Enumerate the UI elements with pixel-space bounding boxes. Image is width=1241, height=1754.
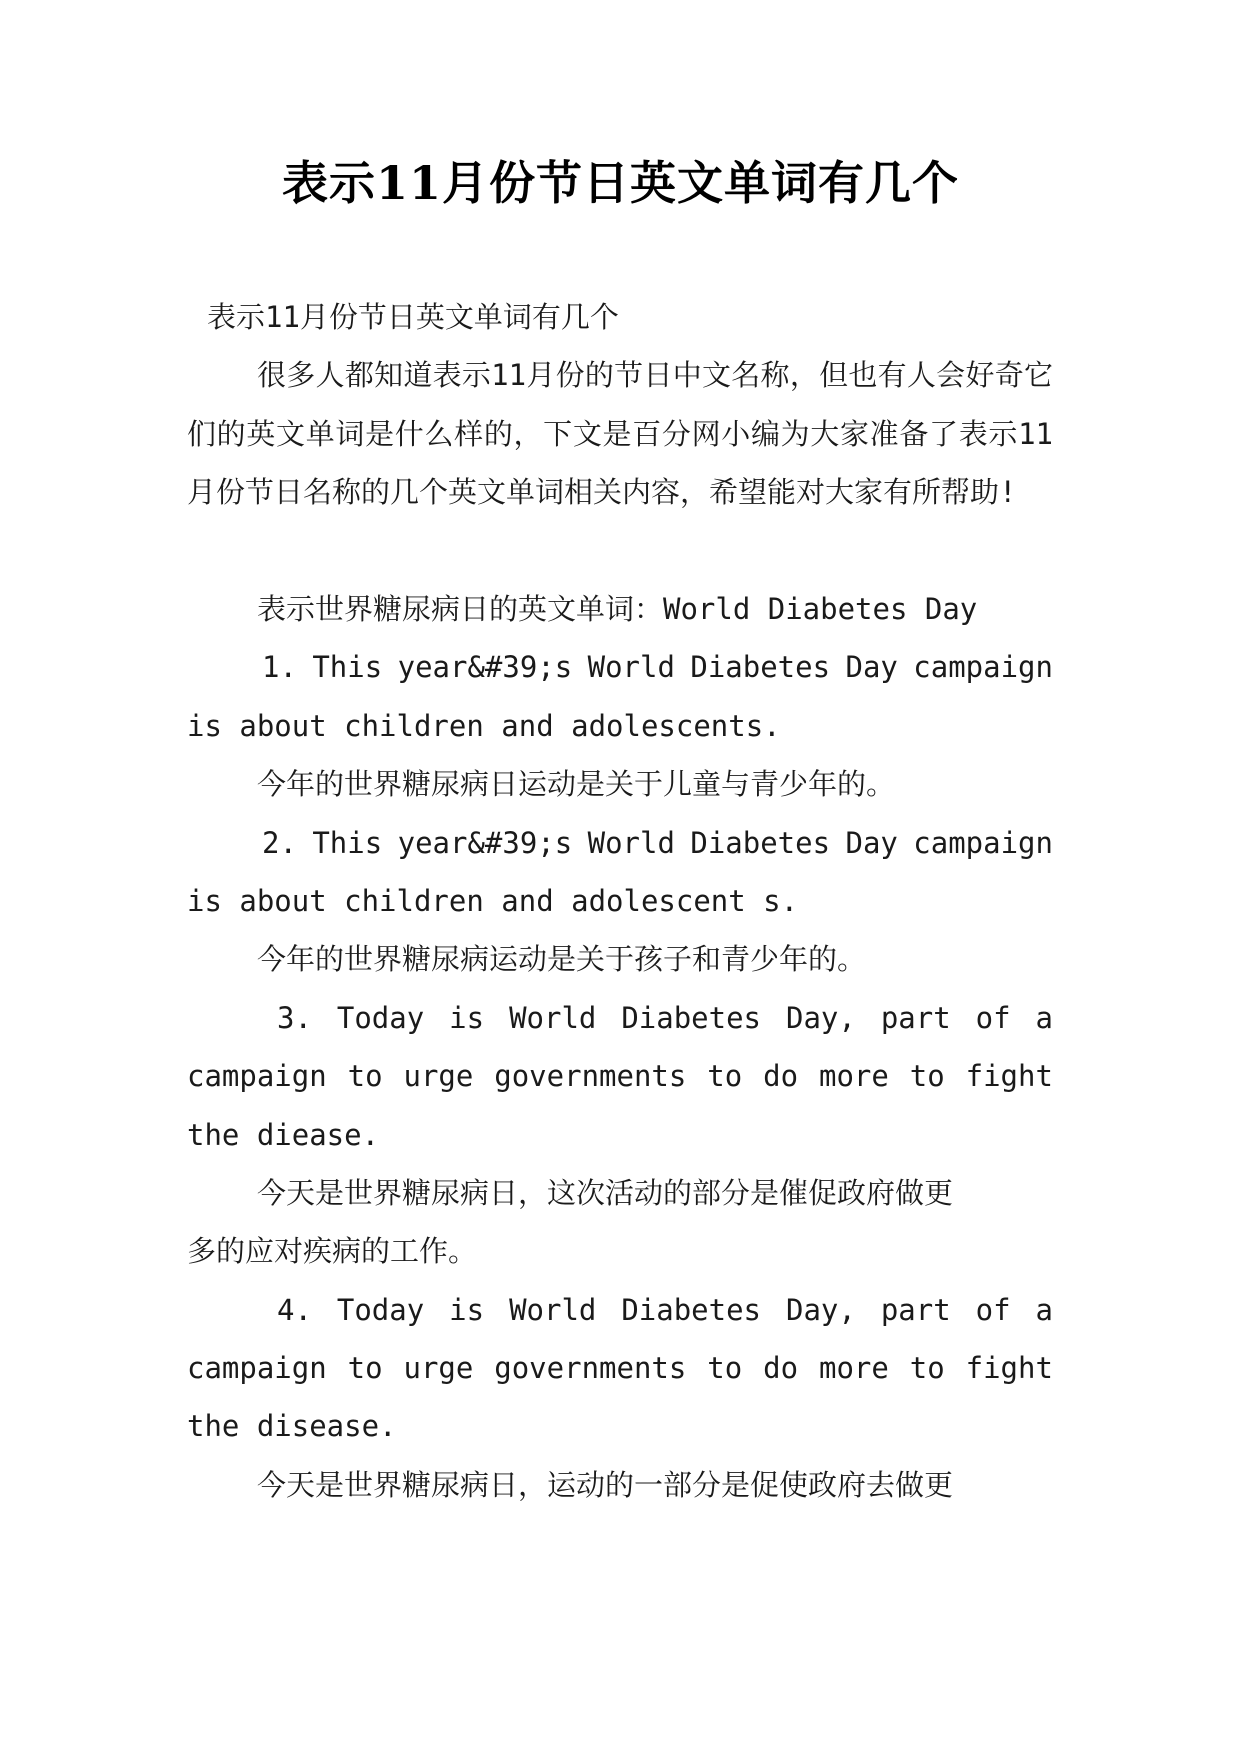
document-title: 表示11月份节日英文单词有几个 — [281, 156, 959, 210]
item-4-english-line-1: 4. Today is World Diabetes Day, part of a — [277, 1292, 1053, 1327]
item-1-english-line-2: is about children and adolescents. — [187, 708, 781, 743]
item-1-chinese: 今年的世界糖尿病日运动是关于儿童与青少年的。 — [257, 767, 896, 802]
item-3-english-line-1: 3. Today is World Diabetes Day, part of a — [277, 1000, 1053, 1035]
item-3-chinese-line-2: 多的应对疾病的工作。 — [187, 1234, 478, 1269]
item-2-chinese: 今年的世界糖尿病运动是关于孩子和青少年的。 — [257, 942, 867, 977]
item-1-english-line-1: 1. This year&#39;s World Diabetes Day campaign — [262, 650, 1053, 685]
item-4-chinese-line-1: 今天是世界糖尿病日，运动的一部分是促使政府去做更 — [257, 1467, 954, 1502]
document-subtitle: 表示11月份节日英文单词有几个 — [207, 300, 619, 334]
item-3-english-line-2: campaign to urge governments to do more to fight — [187, 1059, 1053, 1094]
item-2-english-line-2: is about children and adolescent s. — [187, 883, 799, 918]
paragraph-gap — [187, 522, 1053, 580]
item-4-english-line-2: campaign to urge governments to do more to fight — [187, 1351, 1053, 1386]
item-4-english-line-3: the disease. — [187, 1409, 397, 1444]
item-3-chinese-line-1: 今天是世界糖尿病日，这次活动的部分是催促政府做更 — [257, 1175, 954, 1210]
item-2-english-line-1: 2. This year&#39;s World Diabetes Day campaign — [262, 825, 1053, 860]
section-heading: 表示世界糖尿病日的英文单词：World Diabetes Day — [257, 592, 978, 626]
document-body — [187, 288, 1053, 1514]
item-3-english-line-3: the diease. — [187, 1117, 380, 1152]
intro-paragraph: 很多人都知道表示11月份的节日中文名称，但也有人会好奇它们的英文单词是什么样的，下文是百分网小编为大家准备了表示11月份节日名称的几个英文单词相关内容，希望能对大家有所帮助! — [187, 358, 1053, 510]
